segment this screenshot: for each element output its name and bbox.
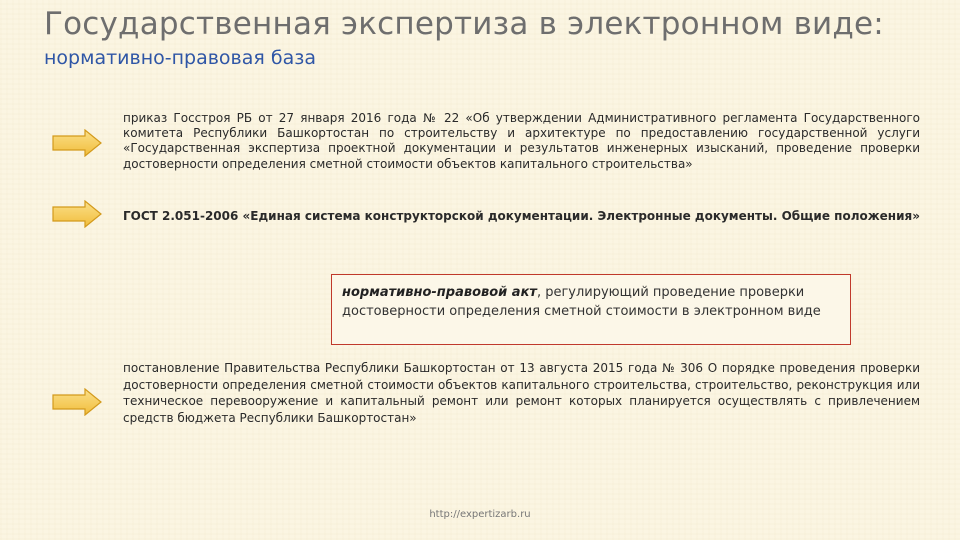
slide-subtitle: нормативно-правовая база [44, 47, 316, 69]
arrow-right-icon [52, 388, 102, 416]
definition-term: нормативно-правовой акт [342, 285, 537, 300]
list-item-order-gosstroy: приказ Госстроя РБ от 27 января 2016 года № 22 «Об утверждении Административного регламента Государственного комитета Республики Башкортостан по строительству и архитектуре по предоставлению государственной услуги «Государственная экспертиза проектной документации и результатов инженерных изысканий, проведение проверки достоверности определения сметной стоимости объектов капитального строительства» [123, 111, 920, 171]
list-item-government-decree: постановление Правительства Республики Башкортостан от 13 августа 2015 года № 306 О порядке проведения проверки достоверности определения сметной стоимости объектов капитального строительства, строительство, реконструкция или техническое перевооружение и капитальный ремонт или ремонт которых планируется осуществлять с привлечением средств бюджета Республики Башкортостан» [123, 361, 920, 425]
list-item-gost: ГОСТ 2.051-2006 «Единая система конструкторской документации. Электронные документы. Общие положения» [123, 209, 920, 223]
arrow-right-icon [52, 200, 102, 228]
arrow-right-icon [52, 129, 102, 157]
definition-box [331, 274, 851, 345]
footer-url: http://expertizarb.ru [429, 509, 531, 520]
slide-title: Государственная экспертиза в электронном виде: [44, 6, 884, 42]
definition-text: , регулирующий проведение проверки достоверности определения сметной стоимости в электронном виде [342, 285, 821, 319]
